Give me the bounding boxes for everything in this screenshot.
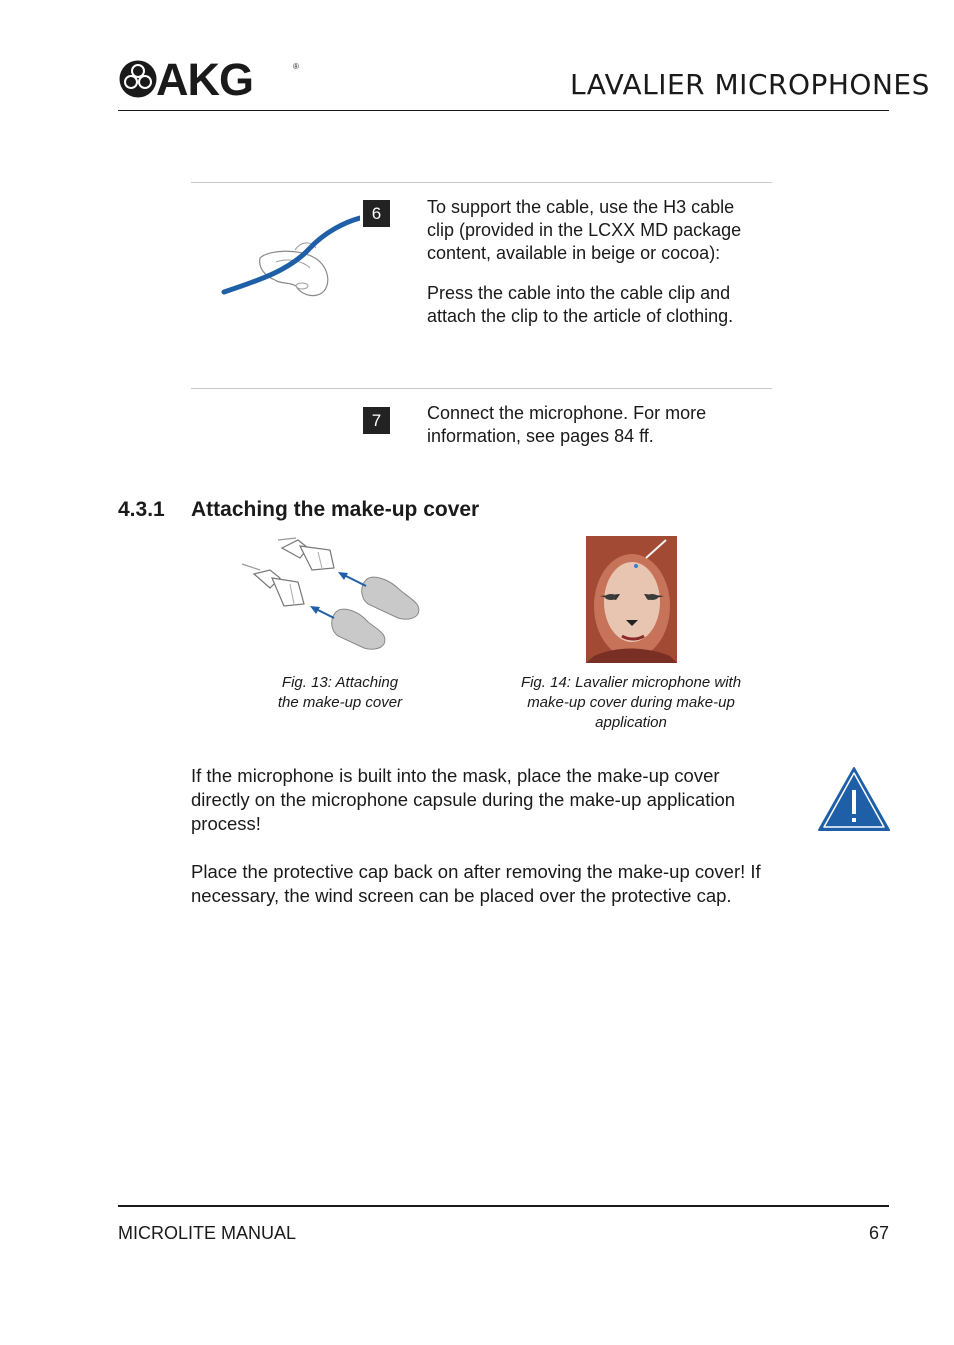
makeup-application-photo [586, 536, 677, 663]
step-table-top-rule [191, 182, 772, 183]
step-6-text [427, 196, 752, 328]
logo-registered-mark: ® [293, 62, 299, 71]
akg-logo-icon [118, 58, 158, 100]
cable-clip-illustration [220, 210, 360, 305]
makeup-cover-illustration [238, 534, 428, 659]
figure-14-caption [500, 673, 762, 733]
logo-wordmark: AKG [156, 54, 253, 105]
step-7-text: Connect the microphone. For more information, see pages 84 ff. [427, 403, 707, 446]
caption-line: application [595, 714, 667, 731]
footer-manual-title: MICROLITE MANUAL [118, 1223, 297, 1243]
caption-line: make-up cover during make-up [527, 694, 735, 711]
figure-13-caption [240, 673, 440, 713]
caption-line: Fig. 14: Lavalier microphone with [520, 674, 742, 691]
akg-logo [118, 58, 158, 105]
caption-line: the make-up cover [277, 694, 403, 711]
warning-icon [817, 766, 891, 837]
subsection-number: 4.3.1 [118, 498, 165, 521]
step-table-middle-rule [191, 388, 772, 389]
warning-paragraph: Place the protective cap back on after removing the make-up cover! If necessary, the wind screen can be placed over the protective cap. [191, 861, 761, 906]
header-divider [118, 110, 889, 111]
footer-divider [118, 1205, 889, 1207]
step-6-paragraph: To support the cable, use the H3 cable clip (provided in the LCXX MD package content, available in beige or cocoa): [427, 197, 742, 263]
warning-text [191, 764, 776, 908]
footer-page-number: 67 [868, 1223, 889, 1243]
warning-paragraph: If the microphone is built into the mask, place the make-up cover directly on the microphone capsule during the make-up application process! [191, 765, 736, 834]
page-section-title: LAVALIER MICROPHONES [570, 68, 930, 101]
subsection-title: Attaching the make-up cover [191, 498, 480, 521]
step-6-paragraph: Press the cable into the cable clip and attach the clip to the article of clothing. [427, 283, 734, 326]
caption-line: Fig. 13: Attaching [281, 674, 399, 691]
step-number-badge: 6 [363, 200, 390, 227]
step-number-badge: 7 [363, 407, 390, 434]
